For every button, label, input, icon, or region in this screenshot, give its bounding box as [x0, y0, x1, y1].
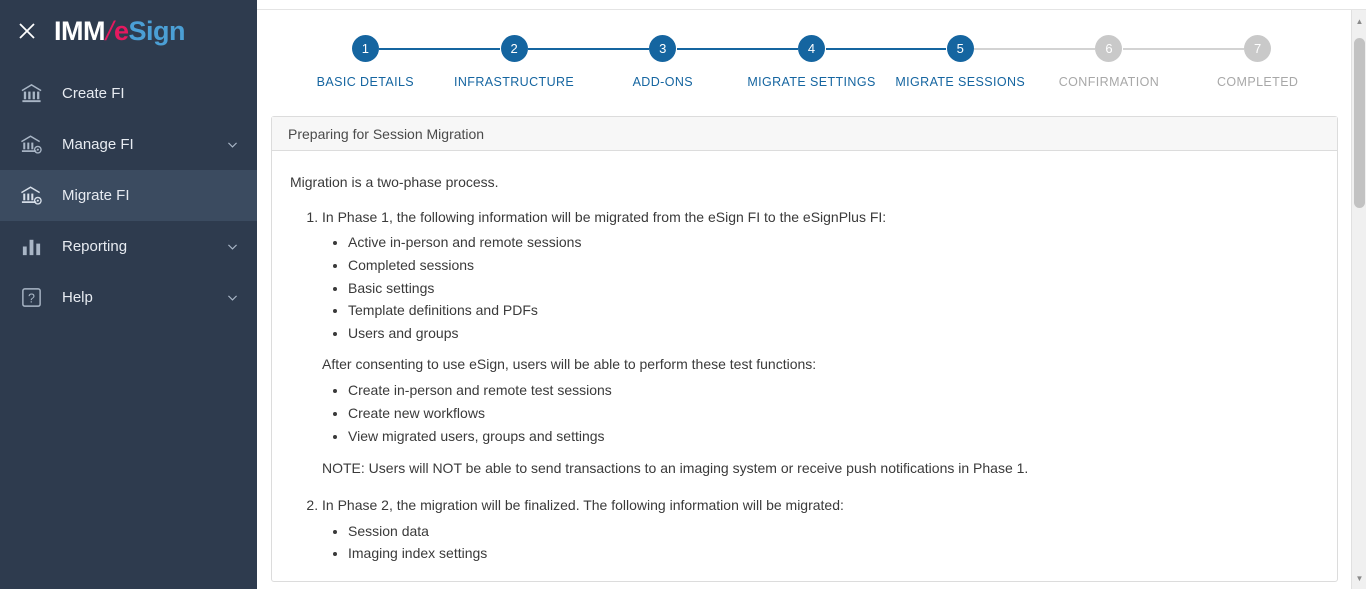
sidebar-item-label: Help	[62, 289, 93, 306]
step-number: 4	[798, 35, 825, 62]
consent-bullets	[322, 379, 1319, 447]
sidebar-item-create-fi[interactable]	[0, 68, 257, 119]
logo-sign: Sign	[128, 15, 186, 46]
step-number: 7	[1244, 35, 1271, 62]
step-migrate-sessions[interactable]	[886, 35, 1035, 89]
logo-slash: /	[102, 15, 117, 46]
logo-e: e	[114, 15, 129, 46]
list-item: • Session data	[348, 520, 1319, 543]
sidebar-item-help[interactable]	[0, 272, 257, 323]
step-connector	[974, 48, 1034, 50]
list-item: • Active in-person and remote sessions	[348, 231, 1319, 254]
list-item: • View migrated users, groups and settings	[348, 425, 1319, 448]
step-label: ADD-ONS	[632, 75, 694, 89]
step-confirmation[interactable]	[1035, 35, 1184, 89]
step-label: COMPLETED	[1216, 75, 1299, 89]
close-icon[interactable]	[14, 18, 40, 44]
intro-text: Migration is a two-phase process.	[290, 174, 499, 190]
step-add-ons[interactable]	[588, 35, 737, 89]
step-label: INFRASTRUCTURE	[453, 75, 575, 89]
chevron-down-icon	[225, 240, 239, 254]
step-connector	[379, 48, 439, 50]
phases-list	[290, 206, 1319, 565]
step-label: MIGRATE SETTINGS	[747, 75, 876, 89]
scroll-down-arrow-icon[interactable]: ▼	[1355, 573, 1364, 583]
bar-chart-icon	[18, 234, 44, 260]
step-connector	[588, 48, 648, 50]
sidebar-item-label: Manage FI	[62, 136, 134, 153]
sidebar-nav	[0, 68, 257, 323]
step-connector	[886, 48, 946, 50]
list-item: • Completed sessions	[348, 254, 1319, 277]
scroll-up-arrow-icon[interactable]: ▲	[1355, 16, 1364, 26]
step-number: 1	[352, 35, 379, 62]
top-divider	[257, 0, 1366, 10]
bank-icon	[18, 81, 44, 107]
sidebar-item-label: Reporting	[62, 238, 128, 255]
logo	[54, 15, 186, 46]
phase-1-note: NOTE: Users will NOT be able to send transactions to an imaging system or receive push notifications in Phase 1.	[322, 460, 1029, 477]
step-number: 2	[501, 35, 528, 62]
step-number: 5	[947, 35, 974, 62]
sidebar-item-manage-fi[interactable]	[0, 119, 257, 170]
step-connector	[528, 48, 588, 50]
list-item: • Users and groups	[348, 322, 1319, 345]
panel-title: Preparing for Session Migration	[272, 117, 1337, 151]
bank-settings-icon	[18, 132, 44, 158]
sidebar	[0, 0, 257, 589]
step-connector	[826, 48, 886, 50]
step-connector	[1183, 48, 1243, 50]
chevron-down-icon	[225, 138, 239, 152]
step-completed[interactable]	[1183, 35, 1332, 89]
step-migrate-settings[interactable]	[737, 35, 886, 89]
list-item: • Create in-person and remote test sessions	[348, 379, 1319, 402]
consent-text: After consenting to use eSign, users will be able to perform these test functions:	[322, 355, 817, 372]
sidebar-item-label: Migrate FI	[62, 187, 130, 204]
step-connector	[440, 48, 500, 50]
step-label: MIGRATE SESSIONS	[895, 75, 1026, 89]
list-item: • Basic settings	[348, 277, 1319, 300]
step-connector	[1035, 48, 1095, 50]
phase-1-text: In Phase 1, the following information will be migrated from the eSign FI to the eSignPlus FI:	[322, 208, 887, 225]
main-content	[257, 0, 1366, 589]
list-item: • Template definitions and PDFs	[348, 299, 1319, 322]
phase-2-bullets	[322, 520, 1319, 565]
sidebar-item-migrate-fi[interactable]	[0, 170, 257, 221]
phase-1-item	[322, 206, 1319, 480]
bank-migrate-icon	[18, 183, 44, 209]
sidebar-item-label: Create FI	[62, 85, 125, 102]
svg-text:?: ?	[27, 291, 35, 306]
scrollbar-thumb[interactable]	[1354, 38, 1365, 208]
step-basic-details[interactable]	[291, 35, 440, 89]
chevron-down-icon	[225, 291, 239, 305]
sidebar-brand-row	[0, 0, 257, 62]
list-item: • Create new workflows	[348, 402, 1319, 425]
step-number: 3	[649, 35, 676, 62]
vertical-scrollbar[interactable]	[1351, 10, 1366, 589]
step-infrastructure[interactable]	[440, 35, 589, 89]
phase-2-item	[322, 494, 1319, 565]
wizard-stepper	[257, 10, 1366, 89]
step-connector	[1123, 48, 1183, 50]
list-item: • Imaging index settings	[348, 542, 1319, 565]
panel-body	[272, 151, 1337, 581]
step-label: BASIC DETAILS	[316, 75, 415, 89]
session-migration-panel	[271, 116, 1338, 582]
step-connector	[737, 48, 797, 50]
step-label: CONFIRMATION	[1058, 75, 1160, 89]
step-number: 6	[1095, 35, 1122, 62]
logo-imm: IMM	[54, 15, 105, 46]
step-connector	[677, 48, 737, 50]
phase-2-text: In Phase 2, the migration will be finalized. The following information will be migrated:	[322, 497, 844, 514]
phase-1-bullets	[322, 231, 1319, 344]
sidebar-item-reporting[interactable]	[0, 221, 257, 272]
question-help-icon	[18, 285, 44, 311]
